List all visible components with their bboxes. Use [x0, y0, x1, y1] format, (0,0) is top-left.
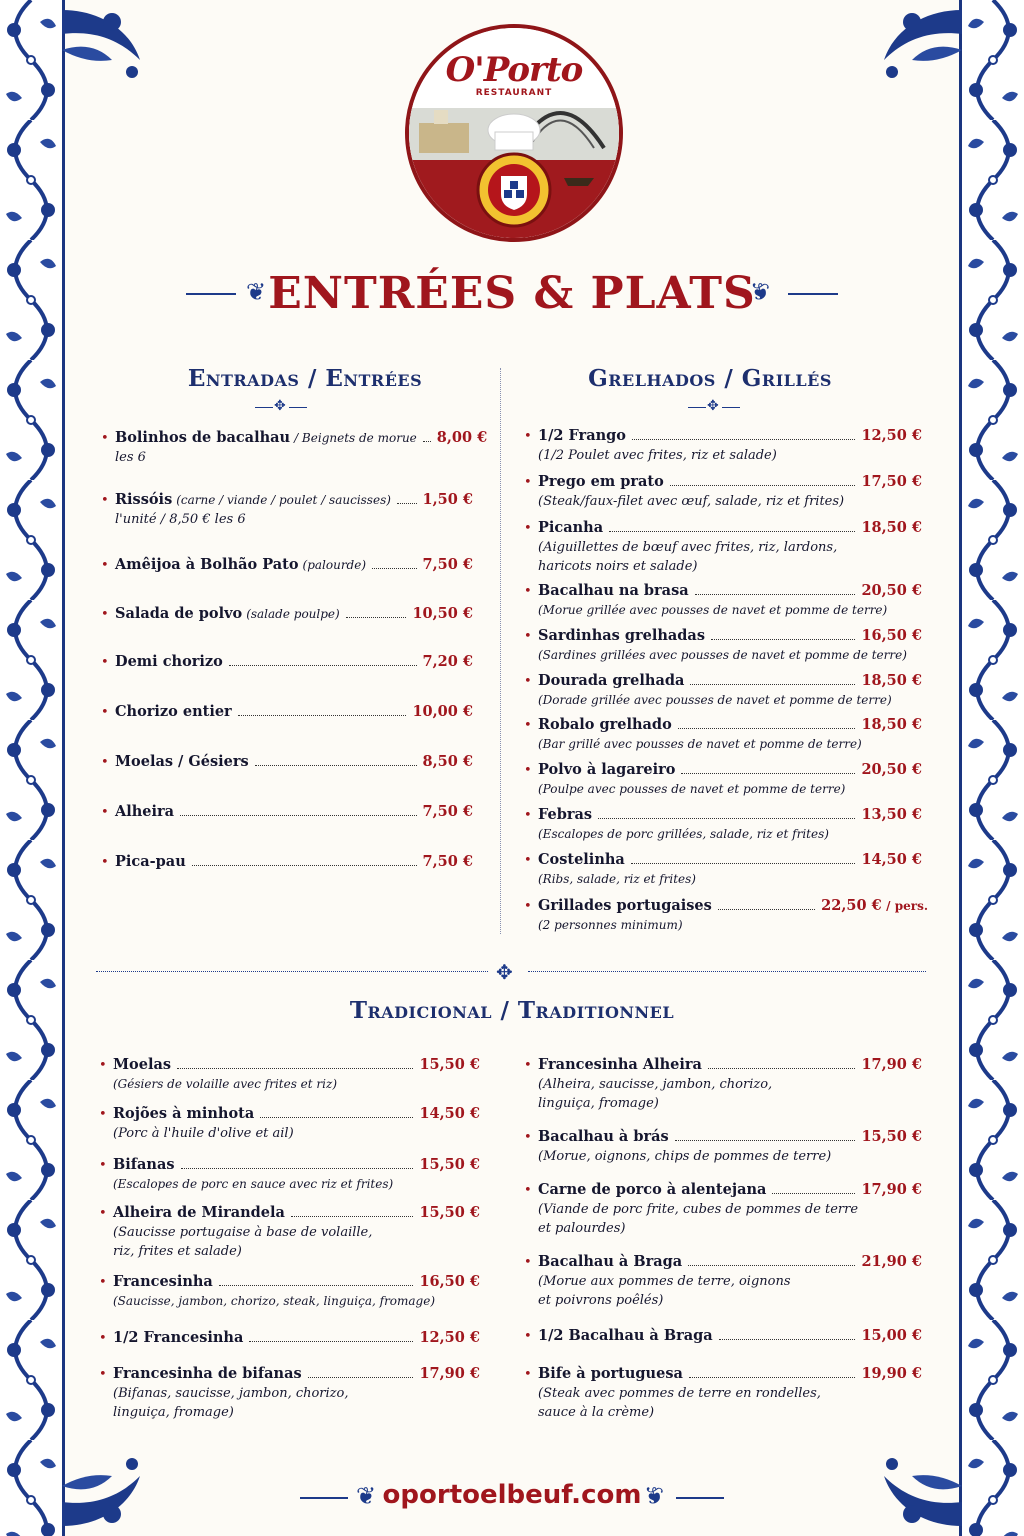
menu-item: • Febras 13,50 € (Escalopes de porc grillées, salade, riz et frites): [524, 806, 922, 841]
title-rule-right: [788, 293, 838, 295]
menu-item: • Dourada grelhada 18,50 € (Dorade grillée avec pousses de navet et pomme de terre): [524, 672, 922, 707]
menu-item: • 1/2 Francesinha 12,50 €: [99, 1329, 480, 1346]
fleuron-icon: ✥: [707, 398, 719, 414]
section-ornament: [688, 398, 738, 418]
menu-item: • Bacalhau à Braga 21,90 € (Morue aux pommes de terre, oignons et poivrons poêlés): [524, 1253, 922, 1308]
swirl-ornament-left-icon: ❦: [246, 278, 267, 306]
section-divider-right: [528, 971, 926, 972]
menu-item: • Demi chorizo 7,20 €: [101, 653, 473, 670]
menu-item: • Bife à portuguesa 19,90 € (Steak avec pommes de terre en rondelles, sauce à la crème): [524, 1365, 922, 1420]
menu-item: • Alheira de Mirandela 15,50 € (Saucisse portugaise à base de volaille, riz, frites et salade): [99, 1204, 480, 1259]
menu-item: • Pica-pau 7,50 €: [101, 853, 473, 870]
menu-item: • Carne de porco à alentejana 17,90 € (Viande de porc frite, cubes de pommes de terre et palourdes): [524, 1181, 922, 1236]
right-azulejo-border: [959, 0, 1024, 1536]
menu-item: • Francesinha de bifanas 17,90 € (Bifanas, saucisse, jambon, chorizo, linguiça, fromage): [99, 1365, 480, 1420]
menu-item: • Moelas / Gésiers 8,50 €: [101, 753, 473, 770]
swirl-ornament-left-icon: ❦: [356, 1482, 377, 1510]
menu-item: • Rissóis (carne / viande / poulet / saucisses) 1,50 € l'unité / 8,50 € les 6: [101, 491, 473, 527]
logo-subtitle: RESTAURANT: [475, 88, 553, 98]
logo-title: O'Porto: [445, 50, 583, 90]
restaurant-logo: [405, 24, 623, 242]
menu-item: • Prego em prato 17,50 € (Steak/faux-filet avec œuf, salade, riz et frites): [524, 473, 922, 509]
section-ornament: [255, 398, 305, 418]
menu-item: • Alheira 7,50 €: [101, 803, 473, 820]
menu-item: • Amêijoa à Bolhão Pato (palourde) 7,50 €: [101, 556, 473, 573]
menu-item: • Picanha 18,50 € (Aiguillettes de bœuf avec frites, riz, lardons, haricots noirs et salade): [524, 519, 922, 574]
menu-item: • Moelas 15,50 € (Gésiers de volaille avec frites et riz): [99, 1056, 480, 1091]
swirl-ornament-right-icon: ❦: [750, 278, 771, 306]
corner-ornament-top-left: [0, 0, 150, 150]
menu-item: • Chorizo entier 10,00 €: [101, 703, 473, 720]
menu-item: • Robalo grelhado 18,50 € (Bar grillé avec pousses de navet et pomme de terre): [524, 716, 922, 751]
corner-ornament-top-right: [874, 0, 1024, 150]
menu-item: • Salada de polvo (salade poulpe) 10,50 €: [101, 605, 473, 622]
menu-item: • Bacalhau na brasa 20,50 € (Morue grillée avec pousses de navet et pomme de terre): [524, 582, 922, 617]
menu-item: • Francesinha 16,50 € (Saucisse, jambon, chorizo, steak, linguiça, fromage): [99, 1273, 480, 1308]
column-divider: [500, 368, 501, 934]
footer-rule-right: [676, 1497, 724, 1499]
left-azulejo-border: [0, 0, 65, 1536]
menu-item: • Bifanas 15,50 € (Escalopes de porc en sauce avec riz et frites): [99, 1156, 480, 1191]
section-title-grelhados: Grelhados / Grillés: [588, 365, 832, 392]
fleuron-icon: ✥: [274, 398, 286, 414]
menu-item: • 1/2 Frango 12,50 € (1/2 Poulet avec frites, riz et salade): [524, 427, 922, 463]
section-title-entradas: Entradas / Entrées: [187, 365, 423, 392]
section-title-tradicional: Tradicional / Traditionnel: [349, 997, 675, 1024]
menu-item: • Bolinhos de bacalhau / Beignets de morue 8,00 € les 6: [101, 429, 488, 465]
website-link[interactable]: oportoelbeuf.com: [382, 1480, 642, 1510]
fleuron-divider-icon: ✥: [496, 960, 513, 984]
menu-item: • Francesinha Alheira 17,90 € (Alheira, saucisse, jambon, chorizo, linguiça, fromage): [524, 1056, 922, 1111]
menu-item: • 1/2 Bacalhau à Braga 15,00 €: [524, 1327, 922, 1344]
page-title: ENTRÉES & PLATS: [268, 268, 756, 319]
menu-item: • Rojões à minhota 14,50 € (Porc à l'huile d'olive et ail): [99, 1105, 480, 1141]
menu-item: • Sardinhas grelhadas 16,50 € (Sardines grillées avec pousses de navet et pomme de terre): [524, 627, 922, 662]
page-title-block: [0, 268, 1024, 319]
menu-item: • Bacalhau à brás 15,50 € (Morue, oignons, chips de pommes de terre): [524, 1128, 922, 1164]
menu-item: • Costelinha 14,50 € (Ribs, salade, riz et frites): [524, 851, 922, 886]
menu-item: • Polvo à lagareiro 20,50 € (Poulpe avec pousses de navet et pomme de terre): [524, 761, 922, 796]
section-divider-left: [96, 971, 488, 972]
swirl-ornament-right-icon: ❦: [644, 1482, 665, 1510]
menu-item: • Grillades portugaises 22,50 € / pers. (2 personnes minimum): [524, 897, 928, 932]
